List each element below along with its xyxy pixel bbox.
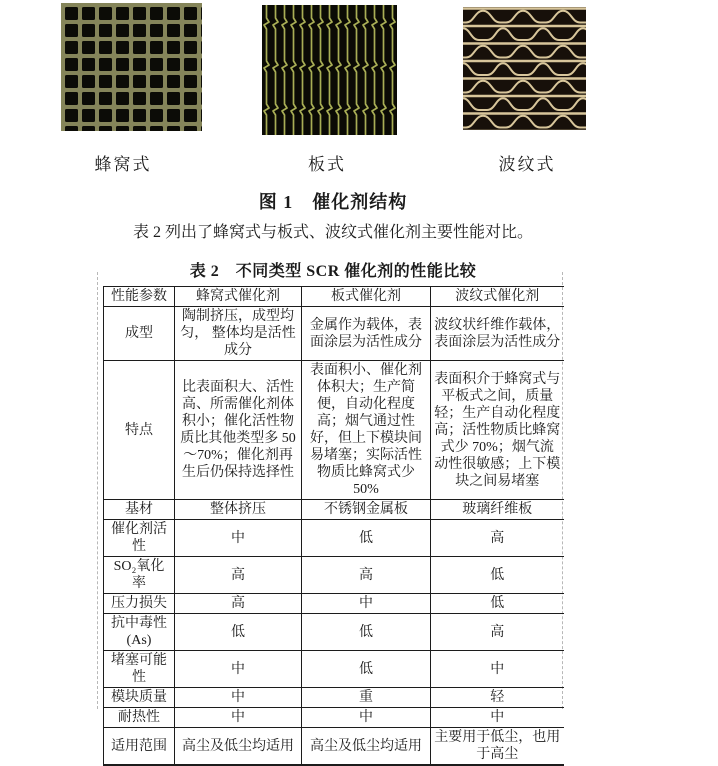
- table-row: [104, 500, 564, 520]
- row-cell: 中: [175, 708, 302, 728]
- row-cell: 低: [431, 594, 564, 614]
- header-honeycomb: 蜂窝式催化剂: [175, 287, 302, 307]
- row-param: 特点: [104, 361, 175, 500]
- row-cell: 高: [431, 614, 564, 651]
- row-cell: 比表面积大、活性高、所需催化剂体积小；催化活性物质比其他类型多 50～70%；催化剂再生后仍保持选择性: [175, 361, 302, 500]
- row-cell: 低: [431, 557, 564, 594]
- header-parameter: 性能参数: [104, 287, 175, 307]
- row-cell: 陶制挤压，成型均匀， 整体均是活性成分: [175, 307, 302, 361]
- row-cell: 中: [431, 651, 564, 688]
- row-param: 抗中毒性 (As): [104, 614, 175, 651]
- row-param: 适用范围: [104, 728, 175, 766]
- table-row: [104, 728, 564, 766]
- corrugated-structure-image: [463, 7, 586, 130]
- plate-label: 板式: [308, 155, 346, 174]
- figure-caption: 图 1 催化剂结构: [258, 192, 408, 212]
- row-cell: 低: [302, 614, 431, 651]
- row-cell: 低: [302, 651, 431, 688]
- row-cell: 波纹状纤维作载体，表面涂层为活性成分: [431, 307, 564, 361]
- table-title: 表 2 不同类型 SCR 催化剂的性能比较: [189, 263, 477, 280]
- row-param: SO₂氧化率: [104, 557, 175, 594]
- row-cell: 表面积小、催化剂体积大；生产简便，自动化程度高；烟气通过性好，但上下模块间易堵塞；实际活性物质比蜂窝式少 50%: [302, 361, 431, 500]
- row-cell: 高: [175, 557, 302, 594]
- row-cell: 高: [302, 557, 431, 594]
- row-cell: 高: [431, 520, 564, 557]
- row-cell: 高: [175, 594, 302, 614]
- row-cell: 中: [302, 594, 431, 614]
- corrugated-label: 波纹式: [498, 155, 556, 174]
- row-cell: 玻璃纤维板: [431, 500, 564, 520]
- table-row: [104, 651, 564, 688]
- row-cell: 低: [175, 614, 302, 651]
- row-cell: 整体挤压: [175, 500, 302, 520]
- row-param: 耐热性: [104, 708, 175, 728]
- header-plate: 板式催化剂: [302, 287, 431, 307]
- row-param: 堵塞可能性: [104, 651, 175, 688]
- row-cell: 高尘及低尘均适用: [175, 728, 302, 766]
- row-cell: 中: [175, 651, 302, 688]
- body-paragraph: 表 2 列出了蜂窝式与板式、波纹式催化剂主要性能对比。: [133, 224, 534, 241]
- row-cell: 中: [302, 708, 431, 728]
- row-cell: 重: [302, 688, 431, 708]
- table-row: [104, 557, 564, 594]
- table-row: [104, 307, 564, 361]
- row-param: 模块质量: [104, 688, 175, 708]
- table-outer-left-line: [97, 272, 98, 709]
- row-cell: 轻: [431, 688, 564, 708]
- row-cell: 高尘及低尘均适用: [302, 728, 431, 766]
- row-cell: 不锈钢金属板: [302, 500, 431, 520]
- table-row: [104, 594, 564, 614]
- table-row: [104, 361, 564, 500]
- table-row: [104, 614, 564, 651]
- row-cell: 低: [302, 520, 431, 557]
- row-param: 基材: [104, 500, 175, 520]
- row-param: 压力损失: [104, 594, 175, 614]
- table-row: [104, 520, 564, 557]
- table-row: [104, 688, 564, 708]
- honeycomb-structure-image: [61, 3, 202, 131]
- row-cell: 主要用于低尘，也用于高尘: [431, 728, 564, 766]
- honeycomb-label: 蜂窝式: [94, 155, 152, 174]
- performance-table: [103, 286, 564, 766]
- row-cell: 中: [175, 688, 302, 708]
- row-cell: 金属作为载体，表面涂层为活性成分: [302, 307, 431, 361]
- row-cell: 表面积介于蜂窝式与平板式之间，质量轻；生产自动化程度高；活性物质比蜂窝式少 70%；烟气流动性很敏感；上下模块之间易堵塞: [431, 361, 564, 500]
- row-param: 成型: [104, 307, 175, 361]
- header-corrugated: 波纹式催化剂: [431, 287, 564, 307]
- row-param: 催化剂活性: [104, 520, 175, 557]
- table-header-row: [104, 287, 564, 307]
- plate-structure-image: [262, 5, 397, 135]
- row-cell: 中: [175, 520, 302, 557]
- row-cell: 中: [431, 708, 564, 728]
